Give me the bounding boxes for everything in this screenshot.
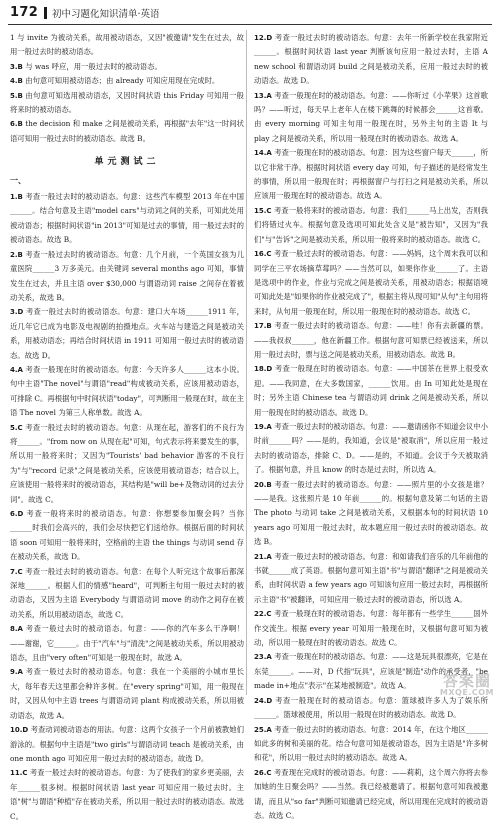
answer-explanation (10, 74, 244, 88)
answer-explanation (10, 507, 244, 565)
answer-text: 考查一般现在时的被动语态。句意：——中国茶在世界上很受欢迎。——我同意，在大多数国家，______饮用。由 In 可知此处是现在时；另外主语 Chinese tea 与谓语动词 drink 之间是被动关系，所以用一般现在时的被动语态。故选 D。 (254, 364, 488, 417)
answer-explanation (254, 89, 488, 147)
answer-label: 9.A (10, 668, 23, 677)
answer-text: 考查一般过去时的被动语态。句意：去年一所新学校在我家附近______。根据时间状语 last year 判断该句应用一般过去时，主语 A new school 和谓语动词 build 之间是被动关系，应用一般过去时的被动语态。故选 D。 (254, 33, 488, 86)
answer-text: 考查一般现在时的被动语态。句意：每年都有一些学生______国外作交流生。根据 every year 可知用一般现在时，又根据句意可知为被动，所以用一般现在时的被动语态。故选 C。 (254, 609, 488, 648)
answer-label: 14.A (254, 149, 272, 158)
answer-label: 25.A (254, 725, 272, 734)
answer-text: 考查一般过去时的被动语态。句意：——你的汽车多么干净啊！——谢谢，它______。由于"汽车"与"清洗"之间是被动关系，所以用被动语态，且由"very often"可知是一般现在时，故选 A。 (10, 624, 244, 663)
answer-text: the decision 和 make 之间是被动关系，再根据"去年"这一时间状语可知用一般过去时的被动语态。故选 B。 (10, 119, 244, 143)
answer-label: 6.B (10, 120, 23, 129)
header-rule (8, 24, 492, 25)
answer-explanation (10, 565, 244, 623)
section-heading: 单元测试二 (94, 157, 160, 168)
page-header (0, 0, 500, 26)
answer-text: 由句意可知选用被动语态，又因时间状语 this Friday 可知用一般将来时的被动语态。 (10, 90, 244, 115)
answer-text: 考查一般现在时的被动语态。句意：因为这些窗户每天______，所以它非常干净。根据时间状语 every day 可知，句子描述的是经常发生的事情，所以用一般现在时；再根据窗户与打扫之间是被动关系，所以应该用一般现在时的被动语态。故选 A。 (254, 148, 488, 201)
answer-label: 6.D (10, 510, 24, 518)
answer-text: 考查一般现在时的被动语态。句意：篮球被许多人为了娱乐所______。篮球被使用，所以用一般现在时的被动语态。故选 D。 (254, 695, 488, 720)
answer-label: 13.A (254, 91, 272, 100)
answer-explanation (10, 305, 244, 363)
answer-text: 考查一般过去时的被动语态。句意：——妈妈，这个周末我可以和同学在三平农场摘草莓吗？——当然可以，如果你作业______了。主语是选项中的作业，作业与完成之间是被动关系，用被动语态；根据语境可知此处是"如果你的作业被完成了"，根据主将从现可知"从句"主句用将来时，从句用一般现在时，所以用一般现在时的被动语态。故选 C。 (254, 249, 488, 316)
answer-text: 考查一般过去时的被动语态。句意：——照片里的小女孩是谁？——是我。这张照片是 10 年前______的。根据句意及第二句话的主语 The photo 与动词 take 之间是被动关系，又根据本句的时间状语 10 years ago 可知用一般过去时，故本题应用一般过去时的被动语态。故选 B。 (254, 479, 488, 547)
answer-explanation (10, 766, 244, 824)
answer-explanation (254, 204, 488, 247)
answer-label: 22.C (254, 610, 272, 619)
answer-text: 考查一般将来时的被动语态。句意：你想要参加聚会吗？当你______时我们会高兴的，我们会尽快把它们送给你。根据后面的时间状语 soon 可知用一般将来时，空格前的主语 the things 与动词 send 存在被动关系，故选 D。 (10, 509, 244, 562)
answer-label: 4.B (10, 77, 23, 86)
answer-text: 与 was 呼应，用一般过去时的被动语态。 (25, 61, 162, 71)
answer-label: 8.A (10, 625, 23, 634)
answer-explanation (254, 607, 488, 650)
answer-explanation (10, 190, 244, 248)
answer-explanation (254, 319, 488, 362)
answer-label: 11.C (10, 769, 28, 778)
answer-text: 考查一般过去时的被动语态。句意：2014 年，在这个地区______如此多的树和美丽的花。结合句意可知是被动语态，因为主语是"许多树和花"，所以用一般过去时的被动语态。故选 A。 (254, 724, 488, 763)
answer-text: 考查一般现在时的被动语态。句意：——你听过《小苹果》这首歌吗？——听过，每天早上老年人在楼下跳舞的时候都会______这首歌。由 every morning 可知主句用一般现在时，另外主句的主语 It 与 play 之间是被动关系，所以用一般现在时的被动语态。故选 A。 (254, 90, 488, 143)
answer-text: 考查一般现在时的被动语态。句意：今天许多人______这本小说。句中主语"The novel"与谓语"read"构成被动关系，应该用被动语态，可排除 C。再根据句中时间状语"today"，可判断用一般现在时，故在主语 The novel 为第三人称单数。故选 A。 (10, 364, 244, 418)
answer-text: 考查一般过去时的被动语态。句意：和如请我们音乐的几年前他的书就______成了英语。根据句意可知主语"书"与谓语"翻译"之间是被动关系，由时间状语 a few years ago 可知该句应用一般过去时，再根据所示主语"书"被翻译，可知应用一般过去时的被动语态，所以选 A。 (254, 551, 488, 604)
answer-text: 考查一般现在时的被动语态。句意：——这是玩具很漂亮，它是在东莞______。——对，D 代指"玩具"，应该是"制造"动作的承受者，"be made in+地点"表示"在某地被制造"。故选 A。 (254, 652, 488, 691)
answer-text: 考查一般将来时的被动语态。句意：我们______马上出发，否则我们将错过火车。根据句意及选项可知此处含义是"被告知"，又因为"我们"与"告诉"之间是被动关系，所以用一般将来时的被动语态。故选 C。 (254, 205, 488, 244)
answer-explanation (10, 248, 244, 306)
paragraph: 1 与 invite 为被动关系，故用被动语态，又因"被邀请"发生在过去，故用一般过去时的被动语态。 (10, 33, 244, 57)
answer-text: 考查一般过去时的被动语态。句意：这些汽车模型 2013 年在中国______。结合句意及主语"model cars"与动词之间的关系，可知此处用被动语态；根据时间状语"in 2013"可知是过去的事情，用一般过去时的被动语态。故选 B。 (10, 192, 244, 245)
watermark-url: MXQE.COM (439, 688, 494, 697)
answer-text: 考查一般过去时的被动语态。句意：在每个人听完这个故事后都深深地______。根据人们的情感"heard"，可判断主句用一般过去时的被动语态，又因为主语 Everybody 与谓语动词 move 的动作之间存在被动关系，所以用被动语态，故选 C。 (10, 566, 244, 619)
part-heading: 一、 (10, 175, 26, 185)
answer-text: 考查现在完成时的被动语态。句意：——莉莉，这个周六你将去参加她的生日聚会吗？——当然。我已经被邀请了。根据句意可知我被邀请，而且从"so far"判断可知邀请已经完成，所以用现在完成时的被动语态。故选 C。 (254, 767, 488, 820)
answer-label: 7.C (10, 567, 23, 576)
answer-text: 考查一般过去时的被动语态。句意：几个月前，一个英国女孩为儿童医院______3 万多美元。由关键词 several months ago 可知，事情发生在过去，并且主语 over $30,000 与谓语动词 raise 之间存在着被动关系，故选 B。 (10, 249, 244, 302)
answer-text: 考查一般过去时的被动语态。句意：从现在起，游客们的不良行为将______。"from now on 从现在起"可知，句式表示将来要发生的事，所以用一般将来时；又因为"Tourists' bad behavior 游客的不良行为"与"record 记录"之间是被动关系，应该使用被动语态；结合以上，应该使用一般将来时的被动语态，其结构是"will be+及物动词的过去分词"。故选 C。 (10, 422, 244, 504)
answer-explanation (254, 478, 488, 550)
left-column (10, 31, 244, 821)
answer-explanation (10, 421, 244, 507)
answer-label: 18.D (254, 365, 273, 374)
answer-explanation (254, 766, 488, 824)
answer-label: 23.A (254, 653, 272, 662)
answer-label: 3.B (10, 62, 23, 71)
column-divider (246, 30, 247, 695)
answer-label: 1.B (10, 193, 23, 202)
answer-label: 24.D (254, 696, 273, 705)
answer-explanation (10, 363, 244, 421)
answer-explanation (254, 247, 488, 319)
answer-label: 10.D (10, 726, 29, 735)
answer-text: 考查动词被动语态的用法。句意：这两个女孩子一个月前被教她们游泳的。根据句中主语是"two girls"与谓语动词 teach 是被动关系，由 one month ago 可知应用一般过去时的被动语态。故选 D。 (10, 725, 244, 763)
answer-text: 考查一般过去时的被动语态。句意：建口大车场______1911 年，近几年它已成为电影及电视剧的拍摄地点。火车站与建造之间是被动关系，用被动语态；再结合时间状语 in 1911 可知用一般过去时的被动语态。故选 D。 (10, 307, 244, 360)
answer-explanation (254, 362, 488, 420)
watermark-stamp (439, 672, 494, 699)
watermark-text: 答案圈 (442, 672, 491, 690)
answer-text: 由句意可知用被动语态；由 already 可知应用现在完成时。 (25, 76, 220, 86)
answer-label: 26.C (254, 768, 272, 777)
answer-text: 考查一般过去时的被动语态。句意：——哇！你有去新疆的票。——我叔叔______，他在新疆工作。根据句意可知票已经被送来，所以用一般过去时，票与送之间是被动关系，用被动语态。故选 B。 (254, 321, 488, 359)
answer-label: 17.B (254, 322, 272, 331)
answer-explanation (10, 117, 244, 146)
answer-label: 3.D (10, 308, 24, 317)
answer-text: 考查一般过去时的被动语态。句意：我在一个美丽的小城市里长大，每年春天这里都会种许多树。在"every spring"可知，用一般现在时，又因从句中主语 trees 与谓语动词 plant 构成被动关系，所以用被动语态，故选 A。 (10, 667, 244, 720)
answer-explanation (254, 31, 488, 89)
answer-explanation (10, 622, 244, 665)
book-title: 初中习题化知识清单·英语 (52, 9, 160, 20)
answer-label: 4.A (10, 365, 23, 374)
answer-label: 15.C (254, 206, 272, 215)
answer-label: 5.C (10, 423, 23, 432)
answer-label: 16.C (254, 250, 272, 259)
answer-explanation (254, 550, 488, 608)
answer-label: 2.B (10, 250, 23, 259)
answer-explanation (10, 89, 244, 118)
answer-label: 5.B (10, 91, 23, 100)
answer-label: 20.B (254, 480, 272, 489)
answer-explanation (10, 723, 244, 766)
answer-label: 19.A (254, 422, 272, 431)
answer-explanation (10, 665, 244, 723)
answer-text: 考查一般过去时的被动语态。句意：为了使我们的家乡更美丽，去年______很多树。根据时间状语 last year 可知应用一般过去时。主语"树"与谓语"种植"存在被动关系，所以用一般过去时的被动语态。故选 C。 (10, 768, 244, 821)
answer-explanation (10, 60, 244, 74)
answer-explanation (254, 723, 488, 766)
page-number: 172 (10, 5, 39, 20)
answer-label: 12.D (254, 34, 273, 42)
answer-explanation (254, 146, 488, 204)
header-bar (44, 7, 47, 19)
answer-text: 考查一般过去时的被动语态。句意：——邀请函你不知道会议中小时前______吗？——是的，我知道，会议是"被取消"，所以应用一般过去时的被动语态，排除 C、D。——是的，不知道。会议于今天被取消了。根据句意，并且 know 的时态是过去时，所以选 A。 (254, 421, 488, 475)
answer-label: 21.A (254, 552, 272, 561)
answer-explanation (254, 420, 488, 478)
